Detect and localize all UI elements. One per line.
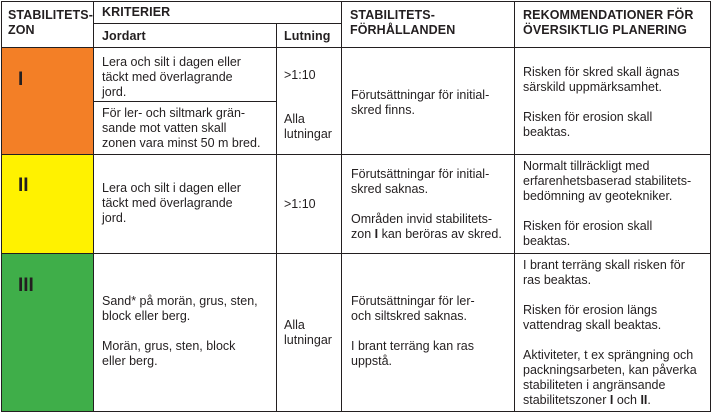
text-line: Förutsättningar för initial- <box>351 88 490 102</box>
text-line: ras beaktas. <box>523 273 592 287</box>
text-run: och <box>613 393 641 407</box>
paragraph <box>523 65 703 95</box>
paragraph <box>523 219 703 249</box>
zone-II-conditions <box>342 163 514 246</box>
header-text: Lutning <box>284 29 331 43</box>
text-line <box>523 393 703 408</box>
header-text: FÖRHÅLLANDEN <box>350 23 456 37</box>
text-line: Områden invid stabilitets- <box>351 212 493 226</box>
text-line: Risken för skred skall ägnas <box>523 65 680 79</box>
zone-III-numeral: III <box>18 275 34 296</box>
text-line: lutningar <box>284 333 332 347</box>
zone-III-recommendations <box>515 254 711 412</box>
header-text: Jordart <box>102 29 146 43</box>
paragraph <box>351 339 505 369</box>
text-line: Risken för erosion längs <box>523 303 658 317</box>
slope-header <box>277 24 341 49</box>
text-line: Normalt tillräckligt med <box>523 159 650 173</box>
text-line: skred finns. <box>351 103 415 117</box>
text-run: stabilitetszoner <box>523 393 610 407</box>
text-line: eller berg. <box>102 354 158 368</box>
zone-I-recommendations <box>515 61 711 144</box>
text-line: Morän, grus, sten, block <box>102 339 236 353</box>
paragraph <box>523 258 703 288</box>
zone-reference: I <box>374 227 379 241</box>
text-run: zon <box>351 227 375 241</box>
text-line: I brant terräng kan ras <box>351 339 474 353</box>
zone-III-soil <box>94 290 276 373</box>
text-line: >1:10 <box>284 68 316 82</box>
text-line: För ler- och siltmark grän- <box>102 106 246 120</box>
soil-type-header <box>94 24 276 49</box>
text-line: Förutsättningar för initial- <box>351 167 490 181</box>
criteria-header <box>94 1 341 24</box>
zone-column-header <box>2 3 93 43</box>
header-text: STABILITETS- <box>350 8 435 22</box>
paragraph <box>102 294 268 324</box>
header-text: STABILITETS- <box>8 8 93 22</box>
text-line: Lera och silt i dagen eller <box>102 181 241 195</box>
text-line: zonen vara minst 50 m bred. <box>102 136 261 150</box>
text-line: I brant terräng skall risken för <box>523 258 685 272</box>
paragraph <box>102 339 268 369</box>
zone-II-soil <box>94 177 276 230</box>
zone-I-numeral: I <box>18 69 24 90</box>
text-line <box>351 227 505 242</box>
zone-I-slope-a <box>277 64 341 87</box>
zone-reference: I <box>609 393 614 407</box>
header-text: KRITERIER <box>102 5 171 19</box>
text-line: beaktas. <box>523 234 571 248</box>
header-text: REKOMMENDATIONER FÖR <box>523 8 694 22</box>
text-line: stabiliteten i angränsande <box>523 378 666 392</box>
zone-II-numeral: II <box>18 175 29 196</box>
paragraph <box>523 303 703 333</box>
text-line: Lera och silt i dagen eller <box>102 55 241 69</box>
text-line: Förutsättningar för ler- <box>351 294 475 308</box>
text-line: block eller berg. <box>102 309 191 323</box>
text-line: särskild uppmärksamhet. <box>523 80 662 94</box>
recommendations-header <box>515 3 711 43</box>
text-line: Aktiviteter, t ex sprängning och <box>523 348 694 362</box>
text-line: erfarenhetsbaserad stabilitets- <box>523 174 692 188</box>
text-line: Alla <box>284 112 305 126</box>
paragraph <box>523 348 703 408</box>
zone-III-slope <box>277 314 341 352</box>
zone-I-soil-b <box>94 102 276 155</box>
text-line: sande mot vatten skall <box>102 121 227 135</box>
text-line: bedömning av geotekniker. <box>523 189 673 203</box>
text-run: kan beröras av skred. <box>378 227 502 241</box>
paragraph <box>351 212 505 242</box>
text-run: . <box>647 393 651 407</box>
text-line: täckt med överlagrande <box>102 70 233 84</box>
text-line: Risken för erosion skall <box>523 110 653 124</box>
text-line: skred saknas. <box>351 182 429 196</box>
text-line: >1:10 <box>284 197 316 211</box>
text-line: Sand* på morän, grus, sten, <box>102 294 258 308</box>
header-text: ZON <box>8 23 35 37</box>
text-line: täckt med överlagrande <box>102 196 233 210</box>
paragraph <box>523 159 703 204</box>
text-line: Risken för erosion skall <box>523 219 653 233</box>
text-line: lutningar <box>284 127 332 141</box>
text-line: uppstå. <box>351 354 393 368</box>
header-text: ÖVERSIKTLIG PLANERING <box>523 23 687 37</box>
paragraph <box>523 110 703 140</box>
text-line: beaktas. <box>523 125 571 139</box>
text-line: och siltskred saknas. <box>351 309 468 323</box>
zone-I-soil-a <box>94 50 276 105</box>
conditions-header <box>342 3 514 43</box>
text-line: jord. <box>102 211 127 225</box>
text-line: packningsarbeten, kan påverka <box>523 363 697 377</box>
zone-I-slope-b <box>277 108 341 146</box>
paragraph <box>351 294 505 324</box>
text-line: vattendrag skall beaktas. <box>523 318 662 332</box>
zone-III-conditions <box>342 290 514 373</box>
zone-I-conditions <box>342 84 514 122</box>
zone-reference: II <box>640 393 648 407</box>
zone-II-recommendations <box>515 155 711 253</box>
paragraph <box>351 167 505 197</box>
text-line: jord. <box>102 85 127 99</box>
text-line: Alla <box>284 318 305 332</box>
zone-II-slope <box>277 193 341 216</box>
